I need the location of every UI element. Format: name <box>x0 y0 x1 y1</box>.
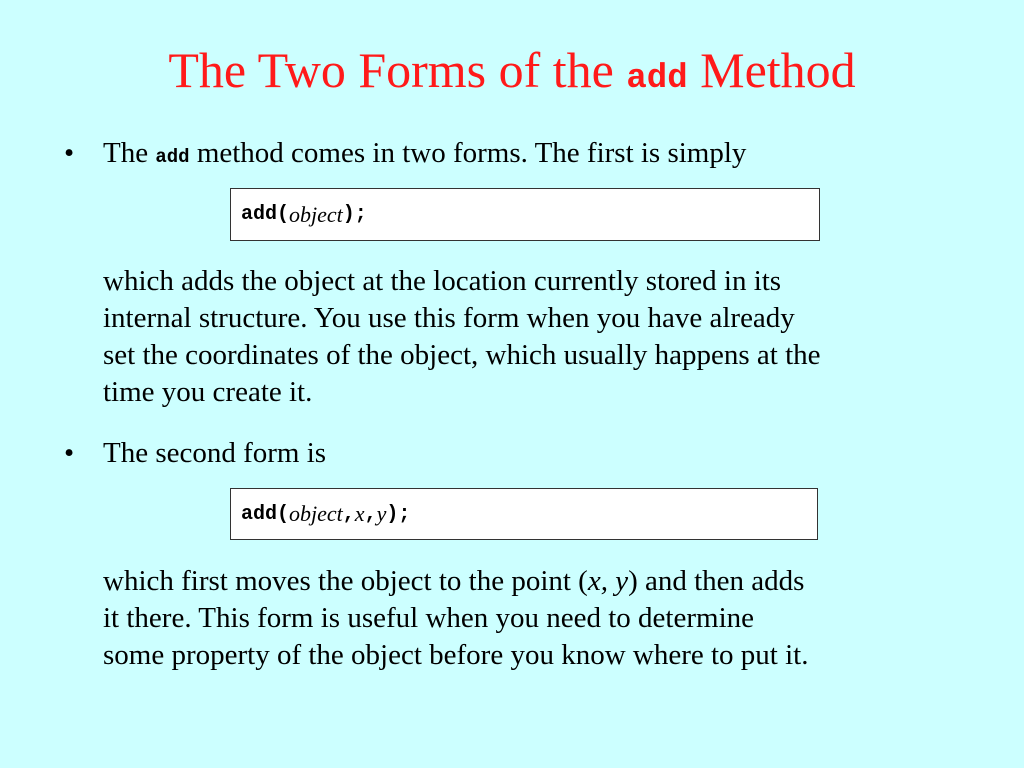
para-1-line-2: internal structure. You use this form when you have already <box>103 302 795 334</box>
para-2-line-1 <box>103 567 804 596</box>
bullet-marker-2: • <box>64 437 75 469</box>
slide-title <box>0 40 1024 100</box>
title-code: add <box>626 60 688 98</box>
para-1-line-4: time you create it. <box>103 376 313 408</box>
code-box-1-arg: object <box>289 201 343 227</box>
para-2-x: x, <box>587 565 608 597</box>
para-2-y: y <box>615 565 629 597</box>
para-1-line-3: set the coordinates of the object, which usually happens at the <box>103 339 821 371</box>
title-text-before: The Two Forms of the <box>168 42 627 98</box>
code-box-2 <box>230 488 818 540</box>
code-box-2-close: ); <box>386 502 411 526</box>
para-2-line-1-suffix: ) and then adds <box>628 565 805 597</box>
bullet-1-suffix: method comes in two forms. The first is simply <box>189 137 747 169</box>
bullet-marker-1: • <box>64 137 75 169</box>
para-2-line-2: it there. This form is useful when you need to determine <box>103 602 754 634</box>
para-2-line-1-prefix: which first moves the object to the point ( <box>103 565 588 597</box>
code-box-1 <box>230 188 820 241</box>
para-2-line-3: some property of the object before you know where to put it. <box>103 639 809 671</box>
code-box-2-arg-y: y <box>376 501 387 526</box>
code-box-2-arg-x: x <box>354 501 365 526</box>
code-box-1-close: ); <box>342 203 367 226</box>
bullet-2-text: The second form is <box>103 437 327 469</box>
bullet-1-code: add <box>155 146 190 168</box>
code-box-2-arg-object: object <box>289 501 343 526</box>
para-1-line-1: which adds the object at the location currently stored in its <box>103 265 782 297</box>
title-text-after: Method <box>687 42 856 98</box>
code-box-2-open: add( <box>241 502 290 526</box>
code-box-2-sep-1: , <box>342 502 355 526</box>
code-box-1-open: add( <box>241 203 290 226</box>
code-box-2-sep-2: , <box>364 502 377 526</box>
bullet-1-prefix: The <box>103 137 156 169</box>
bullet-1-text <box>103 139 746 168</box>
